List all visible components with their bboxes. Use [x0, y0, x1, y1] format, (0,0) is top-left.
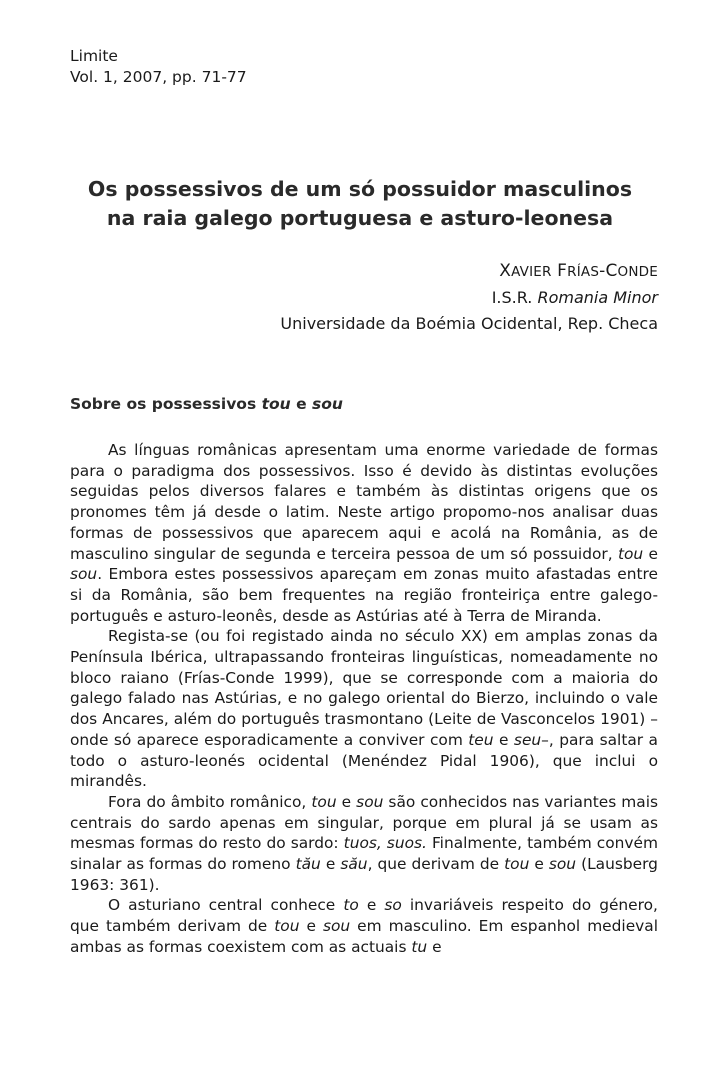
- text-run: Fora do âmbito românico,: [108, 792, 307, 811]
- paragraph-1: [70, 440, 658, 626]
- section-term: sou: [312, 395, 343, 413]
- term: sou: [322, 917, 351, 936]
- author-block: [280, 258, 658, 337]
- term: tou: [504, 855, 530, 874]
- text-run: O asturiano central conhece: [108, 896, 336, 915]
- title-line-1: Os possessivos de um só possuidor masculinos: [87, 177, 633, 201]
- article-title: [60, 175, 660, 233]
- term: teu: [468, 730, 494, 749]
- title-line-2: na raia galego portuguesa e asturo-leonesa: [106, 206, 614, 230]
- section-connector: e: [296, 395, 307, 413]
- term: seu: [513, 730, 542, 749]
- text-run: invariáveis respeito do género, que também derivam de: [70, 896, 658, 936]
- term: său: [340, 855, 368, 874]
- term: sou: [548, 855, 577, 874]
- term: tou: [311, 792, 337, 811]
- paragraph-4: [70, 895, 658, 957]
- author-university: Universidade da Boémia Ocidental, Rep. Checa: [280, 314, 658, 333]
- section-term: tou: [261, 395, 291, 413]
- term: tou: [274, 917, 300, 936]
- institution-prefix: I.S.R.: [491, 288, 533, 307]
- term: tuos, suos.: [343, 834, 427, 853]
- institution-name: Romania Minor: [537, 288, 658, 307]
- text-run: são conhecidos nas variantes mais centrais do sardo apenas em singular, porque em plural já se usam as mesmas formas do resto do sardo:: [70, 792, 658, 853]
- text-run: e: [341, 792, 352, 811]
- journal-volume: Vol. 1, 2007, pp. 71-77: [70, 68, 247, 86]
- text-run: . Embora estes possessivos apareçam em zonas muito afastadas entre si da România, são bem frequentes na região fronteiriça entre galego-português e asturo-leonês, desde as Astúrias até à Terra de Miranda.: [70, 565, 658, 625]
- journal-name: Limite: [70, 47, 118, 65]
- text-run: e: [366, 896, 377, 915]
- author-initial: X: [499, 261, 512, 281]
- text-run: e: [325, 855, 336, 874]
- term: to: [343, 896, 359, 915]
- author-smallcaps: RÍAS: [567, 264, 600, 280]
- text-run: , que derivam de: [367, 855, 500, 874]
- text-run: e: [432, 937, 442, 956]
- section-prefix: Sobre os possessivos: [70, 395, 257, 413]
- text-run: e: [306, 917, 316, 936]
- author-smallcaps: AVIER: [511, 264, 552, 280]
- text-run: Finalmente, também convém sinalar as formas do romeno: [70, 834, 658, 874]
- text-run: (Lausberg 1963: 361).: [70, 855, 658, 894]
- text-run: As línguas românicas apresentam uma enorme variedade de formas para o paradigma dos possessivos. Isso é devido às distintas evoluções seguidas pelos diversos falares e também às distintas origens que os pronomes têm já desde o latim. Neste artigo propomo-nos analisar duas formas de possessivos que aparecem aqui e acolá na România, as de masculino singular de segunda e terceira pessoa de um só possuidor,: [70, 441, 658, 563]
- paragraph-2: [70, 626, 658, 792]
- term: tău: [295, 855, 321, 874]
- author-initial: F: [557, 261, 568, 281]
- text-run: e: [648, 544, 658, 563]
- author-smallcaps: ONDE: [617, 264, 658, 280]
- journal-header: [70, 46, 247, 88]
- term: sou: [356, 792, 384, 811]
- term: so: [384, 896, 402, 915]
- paragraph-3: [70, 792, 658, 896]
- text-run: e: [498, 730, 509, 749]
- author-institution: [280, 285, 658, 311]
- text-run: e: [534, 855, 544, 874]
- author-name: XAVIER FRÍAS-CONDE: [499, 261, 658, 281]
- term: sou: [70, 565, 98, 584]
- author-initial: C: [605, 261, 618, 281]
- text-run: –, para saltar a todo o asturo-leonés ocidental (Menéndez Pidal 1906), que inclui o mirandês.: [70, 730, 658, 791]
- text-run: em masculino. Em espanhol medieval ambas as formas coexistem com as actuais: [70, 917, 658, 956]
- term: tou: [617, 544, 644, 563]
- text-run: Regista-se (ou foi registado ainda no século XX) em amplas zonas da Península Ibérica, ultrapassando fronteiras linguísticas, nomeadamente no bloco raiano (Frías-Conde 1999), que se corresponde com a maioria do galego falado nas Astúrias, e no galego oriental do Bierzo, incluindo o vale dos Ancares, além do português trasmontano (Leite de Vasconcelos 1901) –onde só aparece esporadicamente a conviver com: [70, 627, 658, 749]
- section-heading: [70, 395, 343, 413]
- article-body: [70, 440, 658, 958]
- term: tu: [411, 937, 428, 956]
